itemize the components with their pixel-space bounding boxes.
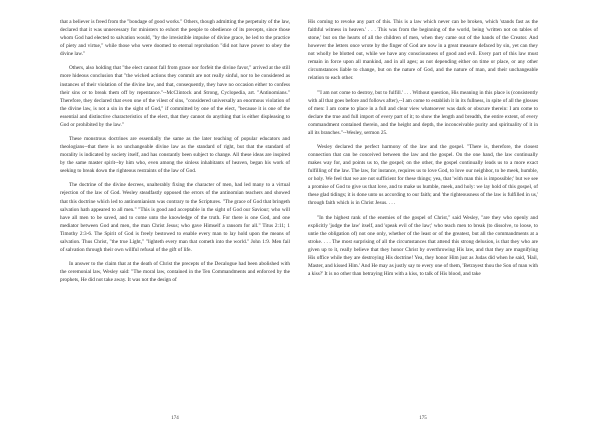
page-number-left: 174: [171, 416, 179, 421]
left-page: [60, 18, 290, 410]
paragraph: Others, also holding that "the elect cannot fall from grace nor forfeit the divine favor," arrived at the still more hideous conclusion that "the wicked actions they commit are not really sinful, nor to be considered as instances of their violation of the divine law, and that, consequently, they have no occasion either to confess their sins or to break them off by repentance."--McClintock and Strong, Cyclopedia, art. "Antinomians." Therefore, they declared that even one of the vilest of sins, "considered universally an enormous violation of the divine law, is not a sin in the sight of God," if committed by one of the elect, "because it is one of the essential and distinctive characteristics of the elect, that they cannot do anything that is either displeasing to God or prohibited by the law.": [60, 65, 290, 128]
paragraph: Wesley declared the perfect harmony of the law and the gospel. "There is, therefore, the closest connection that can be conceived between the law and the gospel. On the one hand, the law continually makes way for, and points us to, the gospel; on the other, the gospel continually leads us to a more exact fulfilling of the law. The law, for instance, requires us to love God, to love our neighbor, to be meek, humble, or holy. We feel that we are not sufficient for these things; yea, that 'with man this is impossible;' but we see a promise of God to give us that love, and to make us humble, meek, and holy: we lay hold of this gospel, of these glad tidings; it is done unto us according to our faith; and 'the righteousness of the law is fulfilled in us,' through faith which is in Christ Jesus. . . .: [308, 144, 538, 207]
right-page: [308, 18, 538, 410]
paragraph: The doctrine of the divine decrees, unalterably fixing the character of men, had led many to a virtual rejection of the law of God. Wesley steadfastly opposed the errors of the antinomian teachers and showed that this doctrine which led to antinomianism was contrary to the Scriptures. "The grace of God that bringeth salvation hath appeared to all men." "This is good and acceptable in the sight of God our Saviour; who will have all men to be saved, and to come unto the knowledge of the truth. For there is one God, and one mediator between God and men, the man Christ Jesus; who gave Himself a ransom for all." Titus 2:11; 1 Timothy 2:3-6. The Spirit of God is freely bestowed to enable every man to lay hold upon the means of salvation. Thus Christ, "the true Light," "lighteth every man that cometh into the world." John 1:9. Men fail of salvation through their own willful refusal of the gift of life.: [60, 182, 290, 253]
paragraph: "'I am not come to destroy, but to fulfill.' . . . Without question, His meaning in this place is (consistently with all that goes before and follows after),--I am come to establish it in its fullness, in spite of all the glosses of men: I am come to place in a full and clear view whatsoever was dark or obscure therein: I am come to declare the true and full import of every part of it; to show the length and breadth, the entire extent, of every commandment contained therein, and the height and depth, the inconceivable purity and spirituality of it in all its branches."--Wesley, sermon 25.: [308, 89, 538, 136]
paragraph: His coming to revoke any part of this. This is a law which never can be broken, which 'stands fast as the faithful witness in heaven.' . . . This was from the beginning of the world, being 'written not on tables of stone,' but on the hearts of all the children of men, when they came out of the hands of the Creator. And however the letters once wrote by the finger of God are now in a great measure defaced by sin, yet can they not wholly be blotted out, while we have any consciousness of good and evil. Every part of this law must remain in force upon all mankind, and in all ages; as not depending either on time or place, or any other circumstances liable to change, but on the nature of God, and the nature of man, and their unchangeable relation to each other.: [308, 19, 538, 82]
page-number-right: 175: [419, 416, 427, 421]
paragraph: "In the highest rank of the enemies of the gospel of Christ," said Wesley, "are they who openly and explicitly 'judge the law' itself, and 'speak evil of the law;' who teach men to break (to dissolve, to loose, to untie the obligation of) not one only, whether of the least or of the greatest, but all the commandments at a stroke. . . . The most surprising of all the circumstances that attend this strong delusion, is that they who are given up to it, really believe that they honor Christ by overthrowing His law, and that they are magnifying His office while they are destroying His doctrine! Yea, they honor Him just as Judas did when he said, 'Hail, Master, and kissed Him.' And He may as justly say to every one of them, 'Betrayest thou the Son of man with a kiss?' It is no other than betraying Him with a kiss, to talk of His blood, and take: [308, 214, 538, 277]
paragraph: These monstrous doctrines are essentially the same as the later teaching of popular educators and theologians--that there is no unchangeable divine law as the standard of right, but that the standard of morality is indicated by society itself, and has constantly been subject to change. All these ideas are inspired by the same master spirit--by him who, even among the sinless inhabitants of heaven, began his work of seeking to break down the righteous restraints of the law of God.: [60, 135, 290, 175]
paragraph: In answer to the claim that at the death of Christ the precepts of the Decalogue had been abolished with the ceremonial law, Wesley said: "The moral law, contained in the Ten Commandments and enforced by the prophets, He did not take away. It was not the design of: [60, 261, 290, 284]
paragraph: that a believer is freed from the "bondage of good works." Others, though admitting the perpetuity of the law, declared that it was unnecessary for ministers to exhort the people to obedience of its precepts, since those whom God had elected to salvation would, "by the irresistible impulse of divine grace, be led to the practice of piety and virtue," while those who were doomed to eternal reprobation "did not have power to obey the divine law.": [60, 19, 290, 58]
